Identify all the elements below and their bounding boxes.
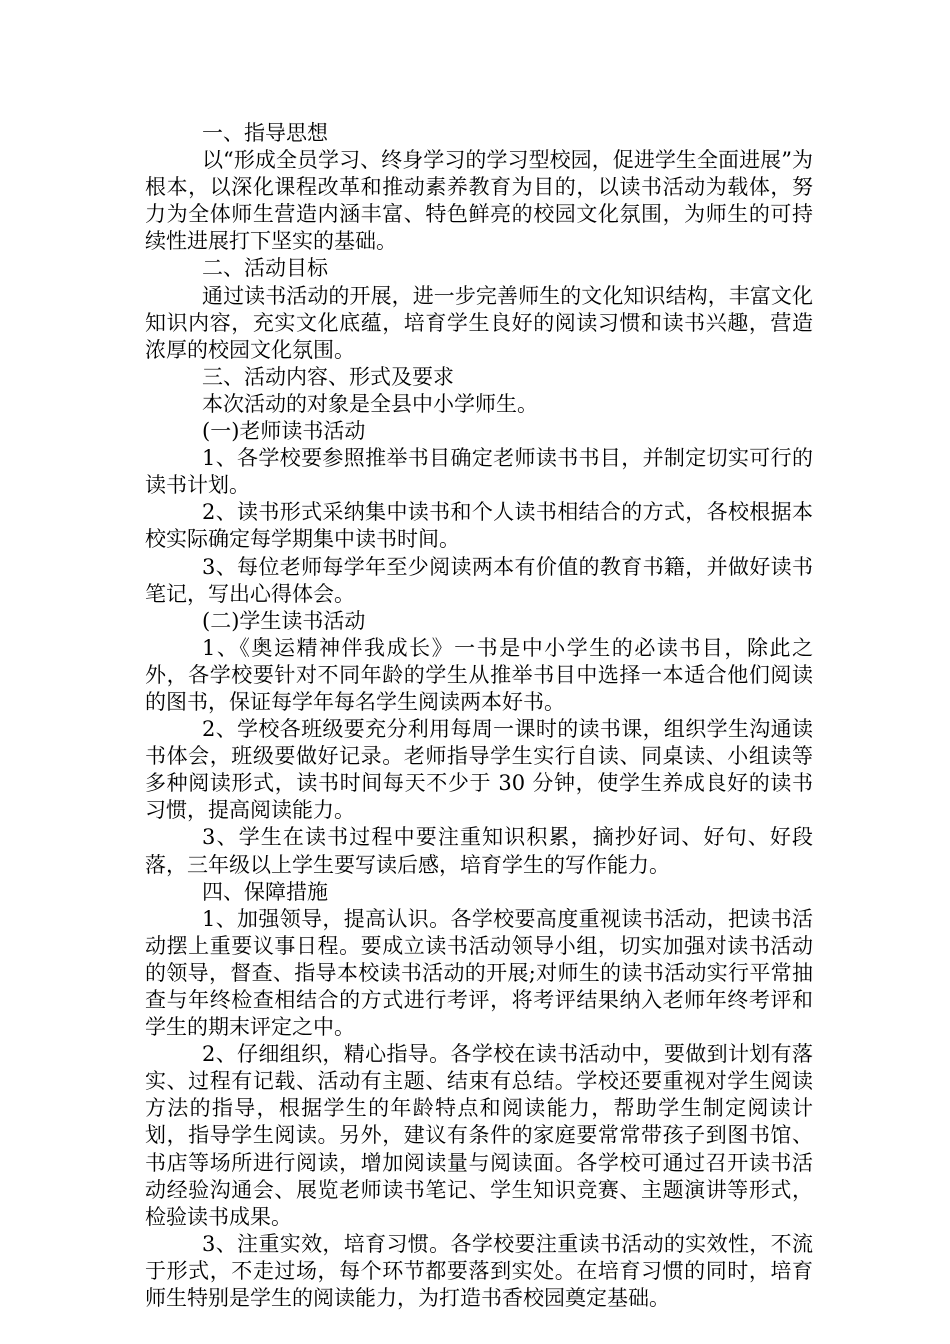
list-item: 1、各学校要参照推举书目确定老师读书书目，并制定切实可行的读书计划。 bbox=[145, 446, 813, 498]
section-heading-activity-goals: 二、活动目标 bbox=[202, 256, 328, 281]
section-heading-activity-content: 三、活动内容、形式及要求 bbox=[202, 364, 454, 389]
paragraph: 以“形成全员学习、终身学习的学习型校园，促进学生全面进展”为根本，以深化课程改革和推动素养教育为目的，以读书活动为载体，努力为全体师生营造内涵丰富、特色鲜亮的校园文化氛围，为师生的可持续性进展打下坚实的基础。 bbox=[145, 148, 813, 254]
list-item: 1、《奥运精神伴我成长》一书是中小学生的必读书目，除此之外，各学校要针对不同年龄的学生从推举书目中选择一本适合他们阅读的图书，保证每学年每名学生阅读两本好书。 bbox=[145, 635, 813, 714]
subsection-heading-student-reading: (二)学生读书活动 bbox=[202, 608, 366, 633]
list-item: 3、学生在读书过程中要注重知识积累，摘抄好词、好句、好段落，三年级以上学生要写读后感，培育学生的写作能力。 bbox=[145, 825, 813, 877]
section-heading-safeguards: 四、保障措施 bbox=[202, 879, 328, 904]
list-item: 2、读书形式采纳集中读书和个人读书相结合的方式，各校根据本校实际确定每学期集中读书时间。 bbox=[145, 500, 813, 552]
list-item: 2、仔细组织，精心指导。各学校在读书活动中，要做到计划有落实、过程有记载、活动有主题、结束有总结。学校还要重视对学生阅读方法的指导，根据学生的年龄特点和阅读能力，帮助学生制定阅读计划，指导学生阅读。另外，建议有条件的家庭要常常带孩子到图书馆、书店等场所进行阅读，增加阅读量与阅读面。各学校可通过召开读书活动经验沟通会、展览老师读书笔记、学生知识竞赛、主题演讲等形式，检验读书成果。 bbox=[145, 1042, 813, 1229]
list-item: 1、加强领导，提高认识。各学校要高度重视读书活动，把读书活动摆上重要议事日程。要成立读书活动领导小组，切实加强对读书活动的领导，督查、指导本校读书活动的开展;对师生的读书活动实行平常抽查与年终检查相结合的方式进行考评，将考评结果纳入老师年终考评和学生的期末评定之中。 bbox=[145, 906, 813, 1040]
list-item: 3、每位老师每学年至少阅读两本有价值的教育书籍，并做好读书笔记，写出心得体会。 bbox=[145, 554, 813, 606]
subsection-heading-teacher-reading: (一)老师读书活动 bbox=[202, 419, 366, 444]
list-item: 3、注重实效，培育习惯。各学校要注重读书活动的实效性，不流于形式，不走过场，每个环节都要落到实处。在培育习惯的同时，培育师生特别是学生的阅读能力，为打造书香校园奠定基础。 bbox=[145, 1231, 813, 1311]
paragraph: 通过读书活动的开展，进一步完善师生的文化知识结构，丰富文化知识内容，充实文化底蕴，培育学生良好的阅读习惯和读书兴趣，营造浓厚的校园文化氛围。 bbox=[145, 283, 813, 362]
document-body bbox=[145, 120, 813, 1312]
paragraph: 本次活动的对象是全县中小学师生。 bbox=[202, 391, 538, 416]
list-item: 2、学校各班级要充分利用每周一课时的读书课，组织学生沟通读书体会，班级要做好记录。老师指导学生实行自读、同桌读、小组读等多种阅读形式，读书时间每天不少于 30 分钟，使学生养成良好的读书习惯，提高阅读能力。 bbox=[145, 717, 813, 823]
section-heading-guiding-ideology: 一、指导思想 bbox=[202, 121, 328, 145]
